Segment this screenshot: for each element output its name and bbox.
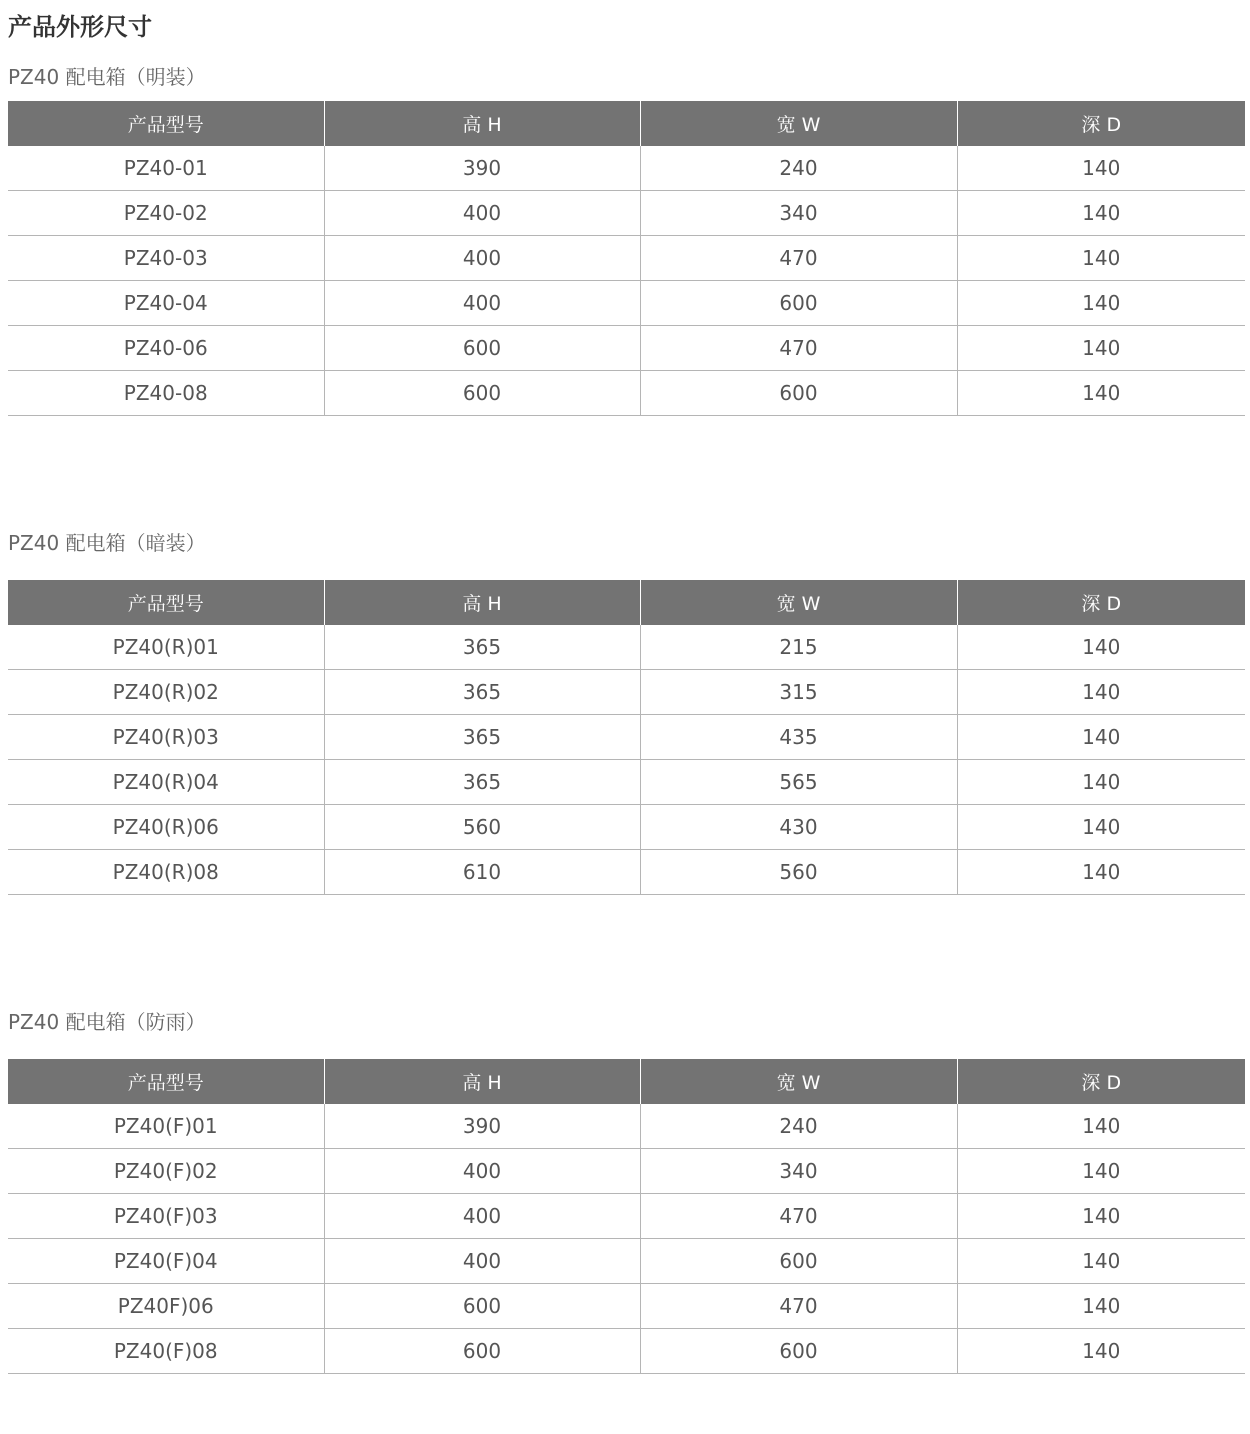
table-row [8,760,1245,805]
table-row [8,850,1245,895]
cell-model: PZ40(F)01 [8,1104,324,1149]
cell-height: 400 [324,1149,640,1194]
cell-width: 435 [640,715,957,760]
cell-depth: 140 [957,371,1245,416]
cell-model: PZ40(R)06 [8,805,324,850]
cell-depth: 140 [957,715,1245,760]
table-header-row [8,580,1245,625]
cell-width: 600 [640,1329,957,1374]
cell-depth: 140 [957,1149,1245,1194]
cell-model: PZ40-08 [8,371,324,416]
cell-height: 400 [324,191,640,236]
table-row [8,715,1245,760]
cell-width: 340 [640,191,957,236]
cell-height: 400 [324,281,640,326]
cell-model: PZ40-02 [8,191,324,236]
cell-height: 365 [324,715,640,760]
table-row [8,1104,1245,1149]
cell-model: PZ40(R)03 [8,715,324,760]
cell-height: 610 [324,850,640,895]
cell-height: 390 [324,146,640,191]
cell-width: 240 [640,146,957,191]
column-header-width: 宽 W [640,580,957,625]
cell-width: 430 [640,805,957,850]
cell-depth: 140 [957,625,1245,670]
cell-model: PZ40F)06 [8,1284,324,1329]
table-row [8,1239,1245,1284]
spec-table-rainproof [8,1059,1245,1374]
cell-depth: 140 [957,850,1245,895]
cell-model: PZ40-03 [8,236,324,281]
cell-depth: 140 [957,1284,1245,1329]
table-row [8,326,1245,371]
section-caption-surface-mounted: PZ40 配电箱（明装） [8,65,206,89]
cell-width: 215 [640,625,957,670]
cell-depth: 140 [957,236,1245,281]
cell-depth: 140 [957,1239,1245,1284]
cell-height: 560 [324,805,640,850]
table-header-row [8,1059,1245,1104]
cell-depth: 140 [957,670,1245,715]
cell-height: 365 [324,760,640,805]
cell-height: 365 [324,670,640,715]
column-header-model: 产品型号 [8,1059,324,1104]
table-row [8,236,1245,281]
column-header-depth: 深 D [957,101,1245,146]
cell-model: PZ40(F)08 [8,1329,324,1374]
cell-width: 470 [640,326,957,371]
table-header-row [8,101,1245,146]
column-header-model: 产品型号 [8,580,324,625]
table-row [8,805,1245,850]
table-row [8,191,1245,236]
cell-model: PZ40(R)04 [8,760,324,805]
table-row [8,670,1245,715]
cell-model: PZ40(R)08 [8,850,324,895]
cell-height: 400 [324,1239,640,1284]
table-row [8,1329,1245,1374]
cell-depth: 140 [957,760,1245,805]
cell-height: 365 [324,625,640,670]
table-row [8,281,1245,326]
cell-model: PZ40(F)04 [8,1239,324,1284]
section-caption-rainproof: PZ40 配电箱（防雨） [8,1010,206,1034]
column-header-model: 产品型号 [8,101,324,146]
cell-width: 600 [640,371,957,416]
cell-depth: 140 [957,281,1245,326]
cell-depth: 140 [957,1329,1245,1374]
cell-model: PZ40-01 [8,146,324,191]
column-header-height: 高 H [324,101,640,146]
cell-model: PZ40(R)02 [8,670,324,715]
cell-width: 470 [640,1194,957,1239]
cell-width: 600 [640,281,957,326]
cell-model: PZ40(F)02 [8,1149,324,1194]
cell-height: 400 [324,236,640,281]
page-title: 产品外形尺寸 [8,13,152,41]
cell-width: 340 [640,1149,957,1194]
cell-model: PZ40-04 [8,281,324,326]
cell-width: 600 [640,1239,957,1284]
cell-depth: 140 [957,326,1245,371]
cell-height: 600 [324,326,640,371]
cell-height: 400 [324,1194,640,1239]
cell-width: 565 [640,760,957,805]
table-row [8,146,1245,191]
cell-depth: 140 [957,146,1245,191]
cell-height: 600 [324,1284,640,1329]
cell-height: 600 [324,1329,640,1374]
table-row [8,1194,1245,1239]
cell-width: 560 [640,850,957,895]
cell-model: PZ40-06 [8,326,324,371]
cell-width: 470 [640,1284,957,1329]
table-row [8,371,1245,416]
column-header-depth: 深 D [957,1059,1245,1104]
column-header-depth: 深 D [957,580,1245,625]
cell-depth: 140 [957,191,1245,236]
cell-model: PZ40(R)01 [8,625,324,670]
column-header-width: 宽 W [640,1059,957,1104]
cell-depth: 140 [957,805,1245,850]
column-header-height: 高 H [324,580,640,625]
cell-depth: 140 [957,1104,1245,1149]
cell-height: 600 [324,371,640,416]
cell-model: PZ40(F)03 [8,1194,324,1239]
section-caption-flush-mounted: PZ40 配电箱（暗装） [8,531,206,555]
cell-width: 470 [640,236,957,281]
cell-height: 390 [324,1104,640,1149]
cell-width: 240 [640,1104,957,1149]
table-row [8,1284,1245,1329]
spec-table-flush-mounted [8,580,1245,895]
cell-depth: 140 [957,1194,1245,1239]
table-row [8,625,1245,670]
column-header-height: 高 H [324,1059,640,1104]
spec-table-surface-mounted [8,101,1245,416]
table-row [8,1149,1245,1194]
column-header-width: 宽 W [640,101,957,146]
cell-width: 315 [640,670,957,715]
